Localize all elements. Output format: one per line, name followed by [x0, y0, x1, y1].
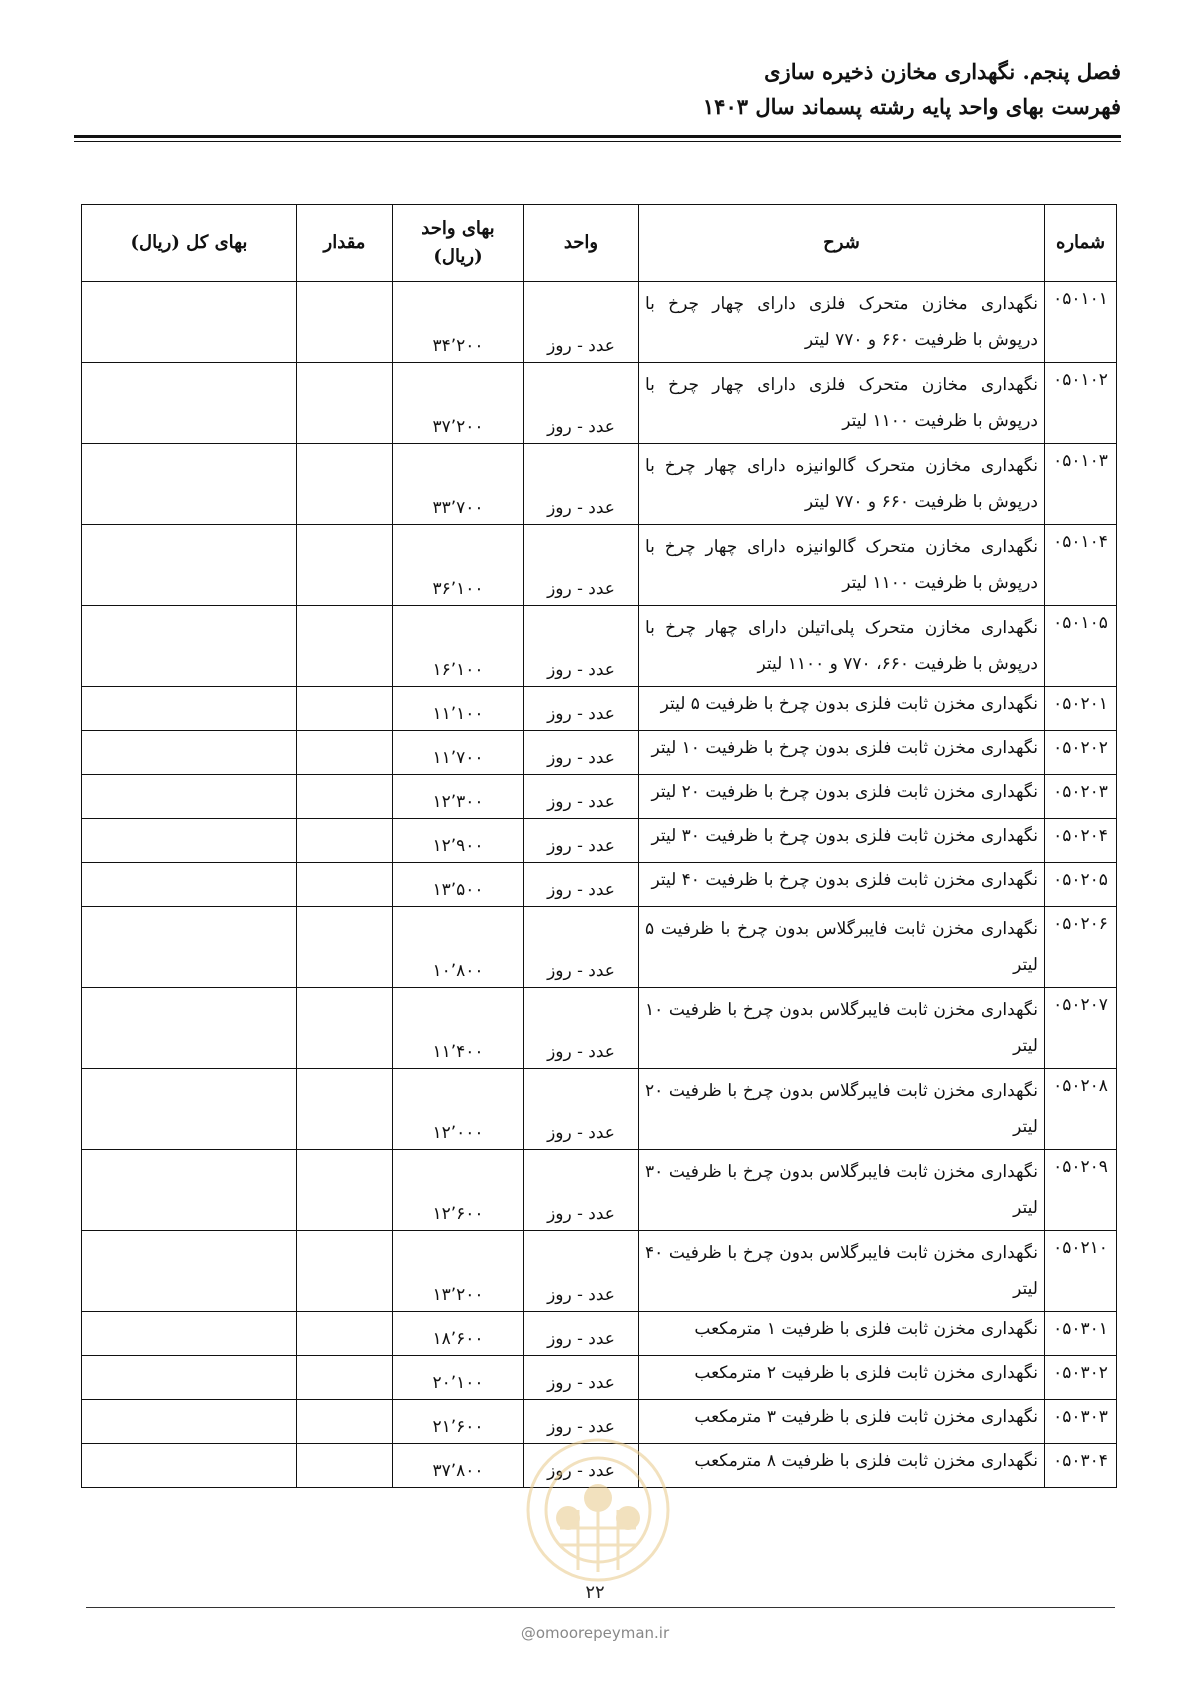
item-code: ۰۵۰۱۰۳ [1045, 444, 1117, 525]
table-row [82, 863, 1117, 907]
item-quantity [297, 819, 393, 863]
item-quantity [297, 1069, 393, 1150]
item-total-price [82, 907, 297, 988]
item-unit: عدد - روز [524, 1231, 639, 1312]
item-total-price [82, 988, 297, 1069]
table-row [82, 606, 1117, 687]
item-unit-price: ۲۰٬۱۰۰ [393, 1356, 524, 1400]
item-description: نگهداری مخزن ثابت فلزی بدون چرخ با ظرفیت ۳۰ لیتر [639, 819, 1045, 863]
col-header-unit-price [393, 205, 524, 282]
item-unit-price: ۱۲٬۶۰۰ [393, 1150, 524, 1231]
seal-gear-right [616, 1506, 640, 1530]
item-unit: عدد - روز [524, 363, 639, 444]
item-unit-price: ۱۱٬۱۰۰ [393, 687, 524, 731]
item-unit: عدد - روز [524, 988, 639, 1069]
item-unit-price: ۱۸٬۶۰۰ [393, 1312, 524, 1356]
item-code: ۰۵۰۲۰۲ [1045, 731, 1117, 775]
item-total-price [82, 363, 297, 444]
item-quantity [297, 1231, 393, 1312]
item-quantity [297, 988, 393, 1069]
item-code: ۰۵۰۲۰۵ [1045, 863, 1117, 907]
item-total-price [82, 863, 297, 907]
item-quantity [297, 282, 393, 363]
item-quantity [297, 1444, 393, 1488]
item-unit-price: ۳۷٬۸۰۰ [393, 1444, 524, 1488]
table-row [82, 907, 1117, 988]
item-code: ۰۵۰۲۰۱ [1045, 687, 1117, 731]
item-description: نگهداری مخزن ثابت فایبرگلاس بدون چرخ با ظرفیت ۱۰ لیتر [639, 988, 1045, 1069]
table-row [82, 1356, 1117, 1400]
item-description: نگهداری مخازن متحرک گالوانیزه دارای چهار چرخ با درپوش با ظرفیت ۶۶۰ و ۷۷۰ لیتر [639, 444, 1045, 525]
item-unit-price: ۱۰٬۸۰۰ [393, 907, 524, 988]
table-row [82, 819, 1117, 863]
item-total-price [82, 819, 297, 863]
item-description: نگهداری مخزن ثابت فایبرگلاس بدون چرخ با ظرفیت ۳۰ لیتر [639, 1150, 1045, 1231]
item-unit: عدد - روز [524, 606, 639, 687]
item-quantity [297, 907, 393, 988]
item-unit: عدد - روز [524, 907, 639, 988]
item-description: نگهداری مخزن ثابت فلزی با ظرفیت ۱ مترمکعب [639, 1312, 1045, 1356]
item-quantity [297, 1312, 393, 1356]
item-quantity [297, 363, 393, 444]
item-description: نگهداری مخزن ثابت فایبرگلاس بدون چرخ با ظرفیت ۴۰ لیتر [639, 1231, 1045, 1312]
item-unit: عدد - روز [524, 1150, 639, 1231]
item-unit-price: ۱۲٬۳۰۰ [393, 775, 524, 819]
col-header-unit: واحد [524, 205, 639, 282]
header-rule-thick [74, 135, 1121, 138]
table-row [82, 525, 1117, 606]
item-unit: عدد - روز [524, 444, 639, 525]
item-unit-price: ۳۷٬۲۰۰ [393, 363, 524, 444]
item-description: نگهداری مخزن ثابت فلزی با ظرفیت ۲ مترمکعب [639, 1356, 1045, 1400]
unit-price-currency: (ریال) [433, 246, 483, 267]
table-row [82, 1150, 1117, 1231]
header-rule-thin [74, 141, 1121, 142]
item-description: نگهداری مخازن متحرک گالوانیزه دارای چهار چرخ با درپوش با ظرفیت ۱۱۰۰ لیتر [639, 525, 1045, 606]
item-description: نگهداری مخازن متحرک فلزی دارای چهار چرخ با درپوش با ظرفیت ۱۱۰۰ لیتر [639, 363, 1045, 444]
item-unit-price: ۳۶٬۱۰۰ [393, 525, 524, 606]
item-code: ۰۵۰۲۰۳ [1045, 775, 1117, 819]
item-total-price [82, 1069, 297, 1150]
item-unit-price: ۱۱٬۴۰۰ [393, 988, 524, 1069]
item-unit: عدد - روز [524, 819, 639, 863]
item-unit-price: ۱۶٬۱۰۰ [393, 606, 524, 687]
item-quantity [297, 775, 393, 819]
item-total-price [82, 1150, 297, 1231]
item-unit: عدد - روز [524, 525, 639, 606]
item-unit-price: ۱۲٬۹۰۰ [393, 819, 524, 863]
item-total-price [82, 606, 297, 687]
unit-price-label: بهای واحد [421, 218, 495, 239]
item-code: ۰۵۰۳۰۳ [1045, 1400, 1117, 1444]
table-row [82, 775, 1117, 819]
item-description: نگهداری مخزن ثابت فایبرگلاس بدون چرخ با ظرفیت ۲۰ لیتر [639, 1069, 1045, 1150]
table-row [82, 687, 1117, 731]
page-header [70, 55, 1121, 125]
price-list-title: فهرست بهای واحد پایه رشته پسماند سال ۱۴۰۳ [702, 94, 1121, 119]
item-total-price [82, 731, 297, 775]
item-quantity [297, 731, 393, 775]
item-description: نگهداری مخزن ثابت فلزی بدون چرخ با ظرفیت ۲۰ لیتر [639, 775, 1045, 819]
table-row [82, 988, 1117, 1069]
item-code: ۰۵۰۳۰۱ [1045, 1312, 1117, 1356]
table-row [82, 1069, 1117, 1150]
item-quantity [297, 606, 393, 687]
item-unit: عدد - روز [524, 687, 639, 731]
item-total-price [82, 1231, 297, 1312]
item-total-price [82, 1400, 297, 1444]
item-unit: عدد - روز [524, 1356, 639, 1400]
item-unit-price: ۲۱٬۶۰۰ [393, 1400, 524, 1444]
item-code: ۰۵۰۱۰۱ [1045, 282, 1117, 363]
item-unit-price: ۱۳٬۲۰۰ [393, 1231, 524, 1312]
price-table [81, 204, 1117, 1488]
item-description: نگهداری مخزن ثابت فلزی بدون چرخ با ظرفیت ۱۰ لیتر [639, 731, 1045, 775]
item-description: نگهداری مخزن ثابت فایبرگلاس بدون چرخ با ظرفیت ۵ لیتر [639, 907, 1045, 988]
item-code: ۰۵۰۱۰۴ [1045, 525, 1117, 606]
item-unit-price: ۳۴٬۲۰۰ [393, 282, 524, 363]
item-quantity [297, 1150, 393, 1231]
item-unit: عدد - روز [524, 1444, 639, 1488]
item-unit: عدد - روز [524, 1400, 639, 1444]
item-code: ۰۵۰۲۰۹ [1045, 1150, 1117, 1231]
item-description: نگهداری مخازن متحرک پلی‌اتیلن دارای چهار چرخ با درپوش با ظرفیت ۶۶۰، ۷۷۰ و ۱۱۰۰ لیتر [639, 606, 1045, 687]
item-total-price [82, 282, 297, 363]
table-row [82, 444, 1117, 525]
item-total-price [82, 1356, 297, 1400]
seal-gear-left [556, 1506, 580, 1530]
item-unit-price: ۳۳٬۷۰۰ [393, 444, 524, 525]
item-code: ۰۵۰۲۰۶ [1045, 907, 1117, 988]
item-description: نگهداری مخزن ثابت فلزی با ظرفیت ۸ مترمکعب [639, 1444, 1045, 1488]
item-total-price [82, 525, 297, 606]
item-description: نگهداری مخزن ثابت فلزی بدون چرخ با ظرفیت ۴۰ لیتر [639, 863, 1045, 907]
item-unit: عدد - روز [524, 775, 639, 819]
item-total-price [82, 687, 297, 731]
item-unit: عدد - روز [524, 863, 639, 907]
item-total-price [82, 775, 297, 819]
item-code: ۰۵۰۲۱۰ [1045, 1231, 1117, 1312]
chapter-title: فصل پنجم. نگهداری مخازن ذخیره سازی [764, 59, 1121, 84]
item-unit: عدد - روز [524, 1069, 639, 1150]
table-row [82, 363, 1117, 444]
item-quantity [297, 1400, 393, 1444]
item-description: نگهداری مخزن ثابت فلزی با ظرفیت ۳ مترمکعب [639, 1400, 1045, 1444]
item-code: ۰۵۰۳۰۲ [1045, 1356, 1117, 1400]
item-unit-price: ۱۲٬۰۰۰ [393, 1069, 524, 1150]
item-quantity [297, 525, 393, 606]
item-total-price [82, 1444, 297, 1488]
item-description: نگهداری مخزن ثابت فلزی بدون چرخ با ظرفیت ۵ لیتر [639, 687, 1045, 731]
footer-website: @omoorepeyman.ir [520, 1624, 670, 1642]
item-code: ۰۵۰۳۰۴ [1045, 1444, 1117, 1488]
item-code: ۰۵۰۲۰۸ [1045, 1069, 1117, 1150]
item-code: ۰۵۰۲۰۷ [1045, 988, 1117, 1069]
item-total-price [82, 444, 297, 525]
item-quantity [297, 1356, 393, 1400]
watermark-seal [498, 1400, 698, 1600]
item-code: ۰۵۰۱۰۵ [1045, 606, 1117, 687]
item-unit: عدد - روز [524, 282, 639, 363]
table-row [82, 1231, 1117, 1312]
item-quantity [297, 863, 393, 907]
table-row [82, 282, 1117, 363]
col-header-desc: شرح [639, 205, 1045, 282]
item-unit-price: ۱۳٬۵۰۰ [393, 863, 524, 907]
table-header-row [82, 205, 1117, 282]
table-row [82, 731, 1117, 775]
footer-rule [86, 1607, 1115, 1608]
table-row [82, 1312, 1117, 1356]
col-header-qty: مقدار [297, 205, 393, 282]
item-quantity [297, 687, 393, 731]
col-header-code: شماره [1045, 205, 1117, 282]
item-unit-price: ۱۱٬۷۰۰ [393, 731, 524, 775]
item-code: ۰۵۰۱۰۲ [1045, 363, 1117, 444]
item-description: نگهداری مخازن متحرک فلزی دارای چهار چرخ با درپوش با ظرفیت ۶۶۰ و ۷۷۰ لیتر [639, 282, 1045, 363]
seal-gear-center [584, 1484, 612, 1512]
item-unit: عدد - روز [524, 1312, 639, 1356]
item-total-price [82, 1312, 297, 1356]
page-number: ۲۲ [585, 1582, 605, 1603]
item-unit: عدد - روز [524, 731, 639, 775]
col-header-total: بهای کل (ریال) [82, 205, 297, 282]
item-code: ۰۵۰۲۰۴ [1045, 819, 1117, 863]
item-quantity [297, 444, 393, 525]
